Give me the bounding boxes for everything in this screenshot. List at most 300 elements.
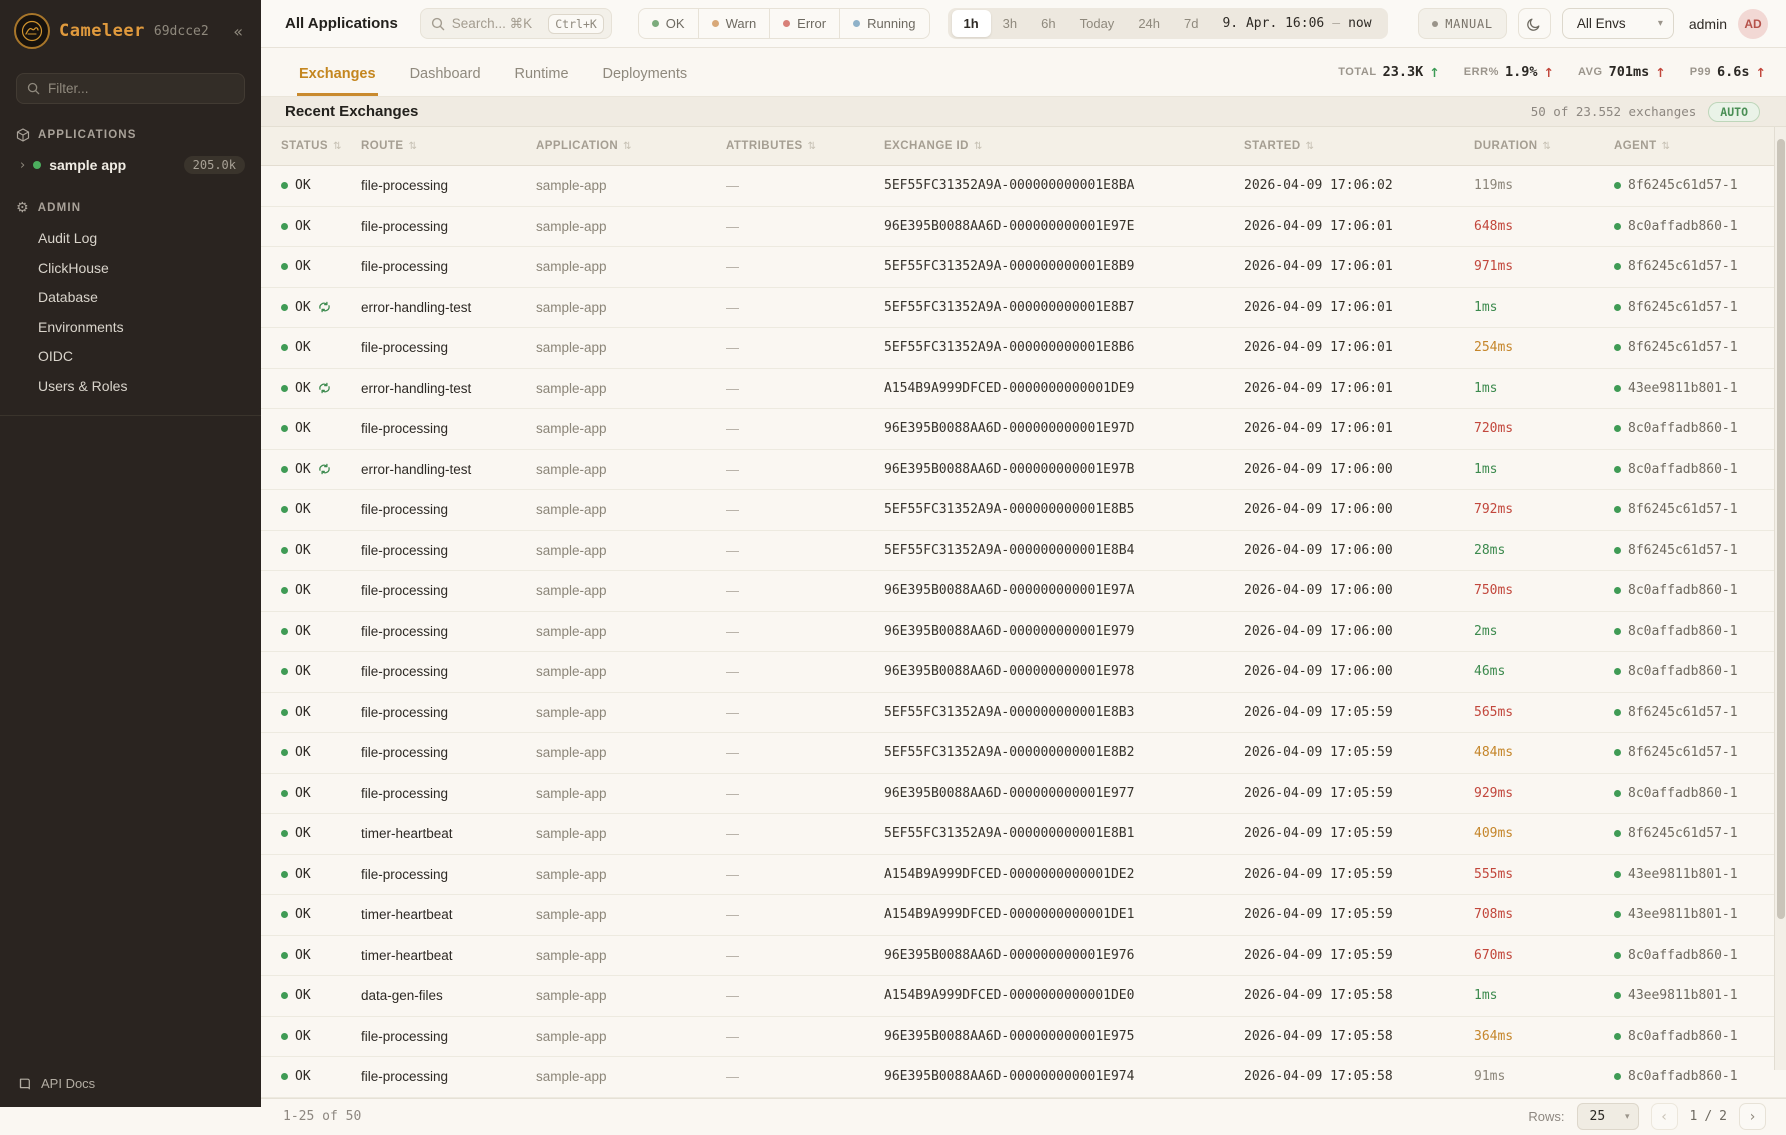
- status-filter-ok[interactable]: [639, 9, 699, 38]
- sidebar-item-clickhouse[interactable]: ClickHouse: [38, 259, 109, 276]
- agent-status-dot-icon: [1614, 587, 1621, 594]
- table-row[interactable]: [261, 166, 1786, 207]
- status-label: OK: [295, 502, 311, 518]
- agent-status-dot-icon: [1614, 709, 1621, 716]
- status-label: OK: [295, 421, 311, 437]
- started-cell: 2026-04-09 17:06:01: [1244, 259, 1393, 275]
- status-label: OK: [295, 704, 311, 720]
- started-cell: 2026-04-09 17:05:59: [1244, 826, 1393, 842]
- agent-id-label: 8f6245c61d57-1: [1628, 299, 1738, 315]
- application-cell: sample-app: [536, 583, 607, 599]
- tab-exchanges[interactable]: Exchanges: [297, 66, 378, 96]
- duration-cell: 28ms: [1474, 542, 1506, 558]
- exchange-id-cell: 5EF55FC31352A9A-000000000001E8B1: [884, 826, 1135, 842]
- ok-status-dot-icon: [281, 790, 288, 797]
- panel-header-right: [1531, 102, 1760, 122]
- table-row[interactable]: [261, 774, 1786, 815]
- table-row[interactable]: [261, 936, 1786, 977]
- attributes-cell: —: [726, 664, 739, 680]
- application-cell: sample-app: [536, 745, 607, 761]
- attributes-cell: —: [726, 1069, 739, 1085]
- attributes-cell: —: [726, 907, 739, 923]
- status-filter-label: Warn: [725, 16, 757, 31]
- summary-stats: [1338, 64, 1770, 80]
- application-cell: sample-app: [536, 1028, 607, 1044]
- stat-value: 1.9%: [1504, 64, 1538, 80]
- status-label: OK: [295, 340, 311, 356]
- ok-status-dot-icon: [281, 263, 288, 270]
- applications-header-label: APPLICATIONS: [38, 129, 137, 141]
- ok-status-dot-icon: [281, 911, 288, 918]
- column-label: EXCHANGE ID: [884, 140, 969, 152]
- table-row[interactable]: [261, 490, 1786, 531]
- sidebar: [0, 0, 261, 1107]
- status-cell: [281, 381, 361, 396]
- application-cell: sample-app: [536, 988, 607, 1004]
- table-row[interactable]: [261, 288, 1786, 329]
- agent-cell: [1614, 300, 1772, 315]
- table-row[interactable]: [261, 693, 1786, 734]
- route-cell: file-processing: [361, 502, 449, 518]
- agent-status-dot-icon: [1614, 304, 1621, 311]
- app-item-label: sample app: [49, 157, 127, 173]
- ok-status-dot-icon: [281, 992, 288, 999]
- ok-status-dot-icon: [281, 304, 288, 311]
- table-row[interactable]: [261, 328, 1786, 369]
- started-cell: 2026-04-09 17:05:59: [1244, 704, 1393, 720]
- agent-status-dot-icon: [1614, 992, 1621, 999]
- status-cell: [281, 340, 361, 355]
- time-range-6h[interactable]: 6h: [1041, 16, 1056, 31]
- stat-p99: [1690, 64, 1766, 80]
- next-page-button[interactable]: ›: [1739, 1103, 1766, 1130]
- column-header-application[interactable]: [536, 140, 726, 152]
- agent-cell: [1614, 948, 1772, 963]
- table-row[interactable]: [261, 1057, 1786, 1098]
- moon-icon: [1526, 16, 1542, 32]
- duration-cell: 708ms: [1474, 907, 1514, 923]
- column-label: STATUS: [281, 140, 329, 152]
- status-cell: [281, 988, 361, 1003]
- time-range-3h[interactable]: 3h: [1002, 16, 1018, 31]
- table-row[interactable]: [261, 895, 1786, 936]
- warn-status-dot-icon: [712, 20, 719, 27]
- agent-id-label: 8c0affadb860-1: [1628, 623, 1738, 639]
- started-cell: 2026-04-09 17:05:58: [1244, 1028, 1393, 1044]
- duration-cell: 750ms: [1474, 583, 1514, 599]
- application-cell: sample-app: [536, 421, 607, 437]
- agent-id-label: 8c0affadb860-1: [1628, 785, 1738, 801]
- status-cell: [281, 867, 361, 882]
- scrollbar-thumb[interactable]: [1777, 139, 1785, 919]
- duration-cell: 91ms: [1474, 1069, 1506, 1085]
- stat-value: 701ms: [1608, 64, 1650, 80]
- started-cell: 2026-04-09 17:06:00: [1244, 664, 1393, 680]
- custom-time-range[interactable]: [1210, 16, 1383, 31]
- stat-label: ERR%: [1463, 66, 1499, 78]
- table-row[interactable]: [261, 976, 1786, 1017]
- agent-cell: [1614, 624, 1772, 639]
- admin-header-label: ADMIN: [37, 202, 82, 214]
- route-cell: file-processing: [361, 1028, 449, 1044]
- sidebar-divider: [0, 415, 261, 416]
- sidebar-item-users-roles[interactable]: Users & Roles: [38, 377, 128, 394]
- time-range-buttons: [952, 10, 1211, 37]
- stat-label: P99: [1689, 66, 1711, 78]
- column-header-route[interactable]: [361, 140, 536, 152]
- agent-id-label: 8c0affadb860-1: [1628, 947, 1738, 963]
- application-cell: sample-app: [536, 340, 607, 356]
- status-label: OK: [295, 583, 311, 599]
- status-cell: [281, 948, 361, 963]
- column-label: DURATION: [1474, 140, 1538, 152]
- status-cell: [281, 219, 361, 234]
- gear-icon: ⚙: [16, 200, 30, 216]
- agent-status-dot-icon: [1614, 223, 1621, 230]
- rows-per-page-label: Rows:: [1528, 1109, 1565, 1124]
- application-cell: sample-app: [536, 826, 607, 842]
- agent-id-label: 8c0affadb860-1: [1628, 421, 1738, 437]
- ok-status-dot-icon: [281, 749, 288, 756]
- application-cell: sample-app: [536, 178, 607, 194]
- ok-status-dot-icon: [281, 425, 288, 432]
- chevron-down-icon: ▾: [1624, 1111, 1630, 1122]
- agent-id-label: 8c0affadb860-1: [1628, 1028, 1738, 1044]
- agent-cell: [1614, 826, 1772, 841]
- started-cell: 2026-04-09 17:05:59: [1244, 907, 1393, 923]
- application-cell: sample-app: [536, 218, 607, 234]
- agent-id-label: 8c0affadb860-1: [1628, 218, 1738, 234]
- prev-page-button[interactable]: ‹: [1651, 1103, 1678, 1130]
- chevron-right-icon[interactable]: ›: [20, 157, 26, 173]
- vertical-scrollbar[interactable]: [1774, 127, 1786, 1070]
- trend-up-icon: ↑: [1655, 64, 1666, 80]
- agent-cell: [1614, 502, 1772, 517]
- page-separator: /: [1704, 1109, 1713, 1124]
- duration-cell: 119ms: [1474, 178, 1514, 194]
- rows-per-page-select[interactable]: [1577, 1103, 1639, 1130]
- agent-status-dot-icon: [1614, 182, 1621, 189]
- exchange-id-cell: 96E395B0088AA6D-000000000001E97A: [884, 583, 1135, 599]
- ok-status-dot-icon: [281, 709, 288, 716]
- sidebar-item-api-docs[interactable]: [0, 1062, 261, 1107]
- duration-cell: 1ms: [1474, 988, 1498, 1004]
- applications-section-header: [0, 110, 261, 148]
- status-label: OK: [295, 785, 311, 801]
- agent-status-dot-icon: [1614, 344, 1621, 351]
- route-cell: timer-heartbeat: [361, 947, 453, 963]
- exchange-id-cell: 96E395B0088AA6D-000000000001E97B: [884, 461, 1135, 477]
- exchange-id-cell: 5EF55FC31352A9A-000000000001E8B6: [884, 340, 1135, 356]
- route-cell: file-processing: [361, 259, 449, 275]
- stat-label: TOTAL: [1338, 66, 1377, 78]
- route-cell: file-processing: [361, 623, 449, 639]
- table-row[interactable]: [261, 207, 1786, 248]
- sidebar-item-sample-app[interactable]: [0, 148, 261, 182]
- status-label: OK: [295, 380, 311, 396]
- status-cell: [281, 705, 361, 720]
- sidebar-filter-input[interactable]: [48, 81, 234, 96]
- status-cell: [281, 907, 361, 922]
- total-pages: 2: [1719, 1109, 1727, 1124]
- app-item-count-badge: 205.0k: [184, 156, 245, 174]
- route-cell: file-processing: [361, 866, 449, 882]
- status-filter-warn[interactable]: [699, 9, 771, 38]
- status-filter-running[interactable]: [840, 9, 928, 38]
- attributes-cell: —: [726, 502, 739, 518]
- ok-status-dot-icon: [281, 628, 288, 635]
- sort-icon: ⇅: [1305, 140, 1315, 152]
- page-indicator: [1690, 1109, 1727, 1124]
- tab-runtime[interactable]: Runtime: [514, 66, 569, 82]
- time-range-24h[interactable]: 24h: [1138, 16, 1161, 31]
- status-label: OK: [295, 826, 311, 842]
- status-label: OK: [295, 623, 311, 639]
- duration-cell: 254ms: [1474, 340, 1514, 356]
- started-cell: 2026-04-09 17:05:59: [1244, 947, 1393, 963]
- cube-icon: [16, 128, 30, 142]
- route-cell: file-processing: [361, 704, 449, 720]
- route-cell: file-processing: [361, 218, 449, 234]
- status-cell: [281, 259, 361, 274]
- status-filter-label: OK: [665, 16, 685, 31]
- ok-status-dot-icon: [281, 223, 288, 230]
- status-cell: [281, 300, 361, 315]
- duration-cell: 971ms: [1474, 259, 1514, 275]
- retry-icon: [318, 463, 331, 475]
- status-label: OK: [295, 988, 311, 1004]
- global-search: [420, 8, 612, 39]
- ok-status-dot-icon: [281, 182, 288, 189]
- table-row[interactable]: [261, 733, 1786, 774]
- status-label: OK: [295, 1069, 311, 1085]
- trend-up-icon: ↑: [1543, 64, 1554, 80]
- exchange-id-cell: A154B9A999DFCED-0000000000001DE1: [884, 907, 1135, 923]
- started-cell: 2026-04-09 17:06:00: [1244, 461, 1393, 477]
- ok-status-dot-icon: [281, 1073, 288, 1080]
- column-header-exchange-id[interactable]: [884, 140, 1244, 152]
- exchange-id-cell: 96E395B0088AA6D-000000000001E977: [884, 785, 1135, 801]
- time-range-7d[interactable]: 7d: [1184, 16, 1199, 31]
- attributes-cell: —: [726, 745, 739, 761]
- attributes-cell: —: [726, 542, 739, 558]
- exchange-id-cell: 5EF55FC31352A9A-000000000001E8B5: [884, 502, 1135, 518]
- exchange-id-cell: 5EF55FC31352A9A-000000000001E8B9: [884, 259, 1135, 275]
- ok-status-dot-icon: [281, 506, 288, 513]
- attributes-cell: —: [726, 259, 739, 275]
- manual-status-dot: [1432, 21, 1438, 27]
- time-range-today[interactable]: Today: [1079, 16, 1115, 31]
- range-end: now: [1348, 16, 1372, 31]
- table-row[interactable]: [261, 612, 1786, 653]
- environment-select[interactable]: [1562, 8, 1674, 39]
- tab-deployments[interactable]: Deployments: [602, 66, 688, 82]
- status-label: OK: [295, 259, 311, 275]
- exchange-id-cell: A154B9A999DFCED-0000000000001DE2: [884, 866, 1135, 882]
- app-status-dot: [33, 161, 41, 169]
- duration-cell: 929ms: [1474, 785, 1514, 801]
- started-cell: 2026-04-09 17:06:01: [1244, 299, 1393, 315]
- duration-cell: 648ms: [1474, 218, 1514, 234]
- theme-toggle-button[interactable]: [1518, 8, 1551, 39]
- agent-id-label: 43ee9811b801-1: [1628, 866, 1738, 882]
- time-range-1h[interactable]: 1h: [952, 10, 991, 37]
- table-row[interactable]: [261, 571, 1786, 612]
- column-header-attributes[interactable]: [726, 140, 884, 152]
- status-label: OK: [295, 461, 311, 477]
- sort-icon: ⇅: [408, 140, 418, 152]
- application-cell: sample-app: [536, 259, 607, 275]
- sidebar-collapse-icon[interactable]: «: [233, 21, 243, 41]
- sort-icon: ⇅: [807, 140, 817, 152]
- table-body: [261, 166, 1786, 1098]
- avatar[interactable]: AD: [1738, 9, 1768, 39]
- ok-status-dot-icon: [281, 952, 288, 959]
- duration-cell: 1ms: [1474, 380, 1498, 396]
- route-cell: file-processing: [361, 583, 449, 599]
- table-row[interactable]: [261, 450, 1786, 491]
- sidebar-item-database[interactable]: Database: [38, 289, 98, 305]
- column-label: ATTRIBUTES: [726, 140, 803, 152]
- table-row[interactable]: [261, 652, 1786, 693]
- manual-refresh-button[interactable]: [1418, 8, 1507, 39]
- duration-cell: 555ms: [1474, 866, 1514, 882]
- duration-cell: 720ms: [1474, 421, 1514, 437]
- admin-nav: [0, 222, 261, 401]
- route-cell: file-processing: [361, 542, 449, 558]
- cameleer-logo-icon: [14, 13, 50, 49]
- status-filter-error[interactable]: [770, 9, 840, 38]
- started-cell: 2026-04-09 17:06:00: [1244, 583, 1393, 599]
- table-row[interactable]: [261, 531, 1786, 572]
- page-title: Recent Exchanges: [285, 103, 419, 120]
- agent-id-label: 8f6245c61d57-1: [1628, 340, 1738, 356]
- status-cell: [281, 421, 361, 436]
- table-header: [261, 127, 1786, 166]
- attributes-cell: —: [726, 947, 739, 963]
- application-cell: sample-app: [536, 502, 607, 518]
- route-cell: file-processing: [361, 421, 449, 437]
- status-label: OK: [295, 664, 311, 680]
- agent-status-dot-icon: [1614, 911, 1621, 918]
- agent-cell: [1614, 786, 1772, 801]
- column-header-agent[interactable]: [1614, 140, 1772, 152]
- agent-status-dot-icon: [1614, 790, 1621, 797]
- status-filter-group: [638, 8, 930, 39]
- application-cell: sample-app: [536, 866, 607, 882]
- table-row[interactable]: [261, 247, 1786, 288]
- application-cell: sample-app: [536, 947, 607, 963]
- ok-status-dot-icon: [281, 466, 288, 473]
- column-header-duration[interactable]: [1474, 140, 1614, 152]
- table-row[interactable]: [261, 814, 1786, 855]
- duration-cell: 1ms: [1474, 299, 1498, 315]
- exchange-id-cell: 5EF55FC31352A9A-000000000001E8B4: [884, 542, 1135, 558]
- column-header-status[interactable]: [281, 140, 361, 152]
- started-cell: 2026-04-09 17:06:01: [1244, 380, 1393, 396]
- started-cell: 2026-04-09 17:05:59: [1244, 785, 1393, 801]
- agent-status-dot-icon: [1614, 952, 1621, 959]
- sidebar-item-environments[interactable]: Environments: [38, 318, 124, 335]
- started-cell: 2026-04-09 17:06:00: [1244, 542, 1393, 558]
- admin-section-header: [0, 182, 261, 222]
- tab-dashboard[interactable]: Dashboard: [409, 66, 481, 82]
- attributes-cell: —: [726, 340, 739, 356]
- status-cell: [281, 1029, 361, 1044]
- scope-selector[interactable]: All Applications: [285, 15, 398, 32]
- sidebar-filter: [16, 73, 245, 104]
- table-row[interactable]: [261, 369, 1786, 410]
- app-version: 69dcce2: [153, 23, 209, 39]
- sort-icon: ⇅: [973, 140, 983, 152]
- pagination-controls: [1528, 1103, 1766, 1130]
- exchange-count-label: 50 of 23.552 exchanges: [1530, 104, 1697, 119]
- status-label: OK: [295, 218, 311, 234]
- sidebar-item-audit-log[interactable]: Audit Log: [38, 230, 98, 246]
- status-label: OK: [295, 1028, 311, 1044]
- route-cell: file-processing: [361, 785, 449, 801]
- exchange-id-cell: 96E395B0088AA6D-000000000001E975: [884, 1028, 1135, 1044]
- book-icon: [18, 1077, 32, 1091]
- column-header-started[interactable]: [1244, 140, 1474, 152]
- auto-refresh-badge[interactable]: AUTO: [1708, 102, 1760, 122]
- route-cell: file-processing: [361, 178, 449, 194]
- agent-cell: [1614, 340, 1772, 355]
- column-label: STARTED: [1244, 140, 1301, 152]
- table-row[interactable]: [261, 855, 1786, 896]
- route-cell: timer-heartbeat: [361, 907, 453, 923]
- status-cell: [281, 178, 361, 193]
- started-cell: 2026-04-09 17:06:01: [1244, 340, 1393, 356]
- attributes-cell: —: [726, 461, 739, 477]
- attributes-cell: —: [726, 380, 739, 396]
- agent-id-label: 8c0affadb860-1: [1628, 664, 1738, 680]
- exchange-id-cell: 96E395B0088AA6D-000000000001E979: [884, 623, 1135, 639]
- agent-id-label: 8f6245c61d57-1: [1628, 542, 1738, 558]
- exchange-id-cell: 5EF55FC31352A9A-000000000001E8B7: [884, 299, 1135, 315]
- main-area: [261, 0, 1786, 1125]
- attributes-cell: —: [726, 1028, 739, 1044]
- stat-avg: [1578, 64, 1666, 80]
- pagination-bar: [261, 1098, 1786, 1135]
- agent-id-label: 8c0affadb860-1: [1628, 1069, 1738, 1085]
- table-row[interactable]: [261, 1017, 1786, 1058]
- sidebar-item-oidc[interactable]: OIDC: [38, 348, 73, 364]
- search-icon: [27, 82, 40, 95]
- stat-value: 23.3K: [1382, 64, 1424, 80]
- duration-cell: 364ms: [1474, 1028, 1514, 1044]
- range-start: 9. Apr. 16:06: [1222, 16, 1325, 31]
- agent-id-label: 8f6245c61d57-1: [1628, 259, 1738, 275]
- agent-status-dot-icon: [1614, 749, 1621, 756]
- search-input[interactable]: [452, 16, 541, 31]
- api-docs-label: API Docs: [41, 1076, 96, 1091]
- agent-cell: [1614, 1029, 1772, 1044]
- route-cell: file-processing: [361, 745, 449, 761]
- table-row[interactable]: [261, 409, 1786, 450]
- application-cell: sample-app: [536, 1069, 607, 1085]
- sort-icon: ⇅: [623, 140, 632, 152]
- duration-cell: 46ms: [1474, 664, 1506, 680]
- ok-status-dot-icon: [281, 587, 288, 594]
- time-range-control: [948, 8, 1388, 39]
- exchange-id-cell: 5EF55FC31352A9A-000000000001E8B2: [884, 745, 1135, 761]
- status-filter-label: Error: [797, 16, 827, 31]
- status-filter-label: Running: [867, 16, 916, 31]
- attributes-cell: —: [726, 421, 739, 437]
- exchange-id-cell: A154B9A999DFCED-0000000000001DE0: [884, 988, 1135, 1004]
- agent-cell: [1614, 988, 1772, 1003]
